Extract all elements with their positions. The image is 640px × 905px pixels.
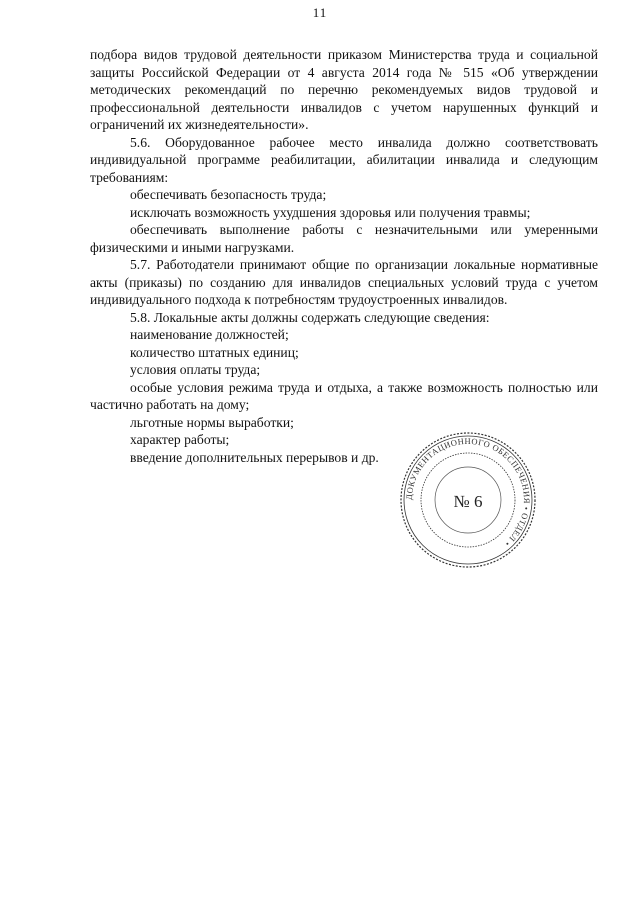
page-number: 11 bbox=[312, 5, 328, 20]
list-item: характер работы; bbox=[130, 432, 230, 447]
list-item: условия оплаты труда; bbox=[130, 362, 261, 377]
document-body bbox=[90, 46, 598, 466]
list-item: введение дополнительных перерывов и др. bbox=[130, 449, 379, 465]
list-item: наименование должностей; bbox=[130, 327, 289, 342]
list-item: обеспечивать безопасность труда; bbox=[130, 187, 327, 202]
list-item: исключать возможность ухудшения здоровья или получения травмы; bbox=[130, 204, 531, 220]
round-stamp bbox=[398, 428, 538, 573]
paragraph-1: подбора видов трудовой деятельности приказом Министерства труда и социальной защиты Российской Федерации от 4 августа 2014 года № 515 «Об утверждении методических рекомендаций по перечню рекомендуемых видов трудовой и профессиональной деятельности инвалидов с учетом нарушенных функций и ограничений их жизнедеятельности». bbox=[90, 47, 598, 132]
list-item: льготные нормы выработки; bbox=[130, 414, 294, 430]
paragraph-5-7: 5.7. Работодатели принимают общие по организации локальные нормативные акты (приказы) по созданию для инвалидов специальных условий труда с учетом индивидуального подхода к потребностям трудоустроенных инвалидов. bbox=[90, 257, 598, 307]
stamp-ring-text: ДОКУМЕНТАЦИОННОГО ОБЕСПЕЧЕНИЯ • ОТДЕЛ • bbox=[403, 435, 533, 549]
list-item: обеспечивать выполнение работы с незначительными или умеренными физическими и иными нагрузками. bbox=[90, 222, 598, 255]
stamp-number: № 6 bbox=[453, 492, 483, 511]
paragraph-5-8: 5.8. Локальные акты должны содержать следующие сведения: bbox=[130, 309, 490, 325]
paragraph-5-6: 5.6. Оборудованное рабочее место инвалида должно соответствовать индивидуальной программе реабилитации, абилитации инвалида и следующим требованиям: bbox=[90, 134, 598, 185]
list-item: количество штатных единиц; bbox=[130, 344, 299, 360]
list-item: особые условия режима труда и отдыха, а также возможность полностью или частично работать на дому; bbox=[90, 379, 598, 412]
